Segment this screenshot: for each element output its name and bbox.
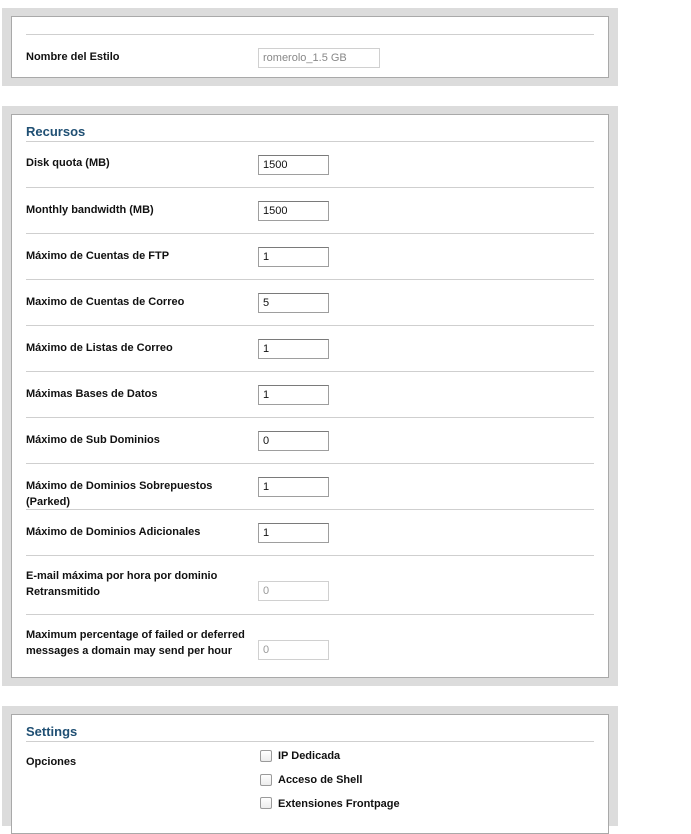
settings-box [11, 714, 609, 834]
max-mailing-lists-label: Máximo de Listas de Correo [26, 342, 173, 354]
max-mailing-lists-input[interactable] [258, 339, 329, 359]
options-label: Opciones [26, 756, 77, 768]
divider [26, 233, 594, 234]
disk-quota-label: Disk quota (MB) [26, 157, 110, 169]
style-name-box [11, 16, 609, 78]
style-name-panel [2, 8, 618, 86]
max-addon-domains-label: Máximo de Dominios Adicionales [26, 526, 201, 538]
max-parked-domains-label: Máximo de Dominios Sobrepuestos (Parked) [26, 480, 213, 508]
divider [26, 509, 594, 510]
dedicated-ip-label: IP Dedicada [278, 750, 341, 762]
monthly-bandwidth-input[interactable] [258, 201, 329, 221]
frontpage-extensions-label: Extensiones Frontpage [278, 798, 400, 810]
settings-panel [2, 706, 618, 826]
divider [26, 614, 594, 615]
settings-title: Settings [26, 724, 78, 739]
max-failed-percent-label-line2: messages a domain may send per hour [26, 645, 233, 657]
dedicated-ip-checkbox[interactable] [260, 750, 272, 762]
max-relayed-email-label [26, 568, 256, 600]
resources-panel [2, 106, 618, 686]
disk-quota-input[interactable] [258, 155, 329, 175]
max-databases-label: Máximas Bases de Datos [26, 388, 158, 400]
shell-access-label: Acceso de Shell [278, 774, 363, 786]
resources-title: Recursos [26, 124, 86, 139]
max-email-accounts-label: Maximo de Cuentas de Correo [26, 296, 185, 308]
divider [26, 371, 594, 372]
frontpage-extensions-checkbox[interactable] [260, 797, 272, 809]
max-subdomains-input[interactable] [258, 431, 329, 451]
max-failed-percent-input[interactable] [258, 640, 329, 660]
divider [26, 325, 594, 326]
style-name-input[interactable] [258, 48, 380, 68]
max-parked-domains-input[interactable] [258, 477, 329, 497]
divider [26, 741, 594, 742]
max-failed-percent-label [26, 627, 256, 659]
max-addon-domains-input[interactable] [258, 523, 329, 543]
divider [26, 555, 594, 556]
divider [26, 34, 594, 35]
divider [26, 417, 594, 418]
style-name-label: Nombre del Estilo [26, 51, 120, 63]
max-failed-percent-label-line1: Maximum percentage of failed or deferred [26, 629, 245, 641]
max-subdomains-label: Máximo de Sub Dominios [26, 434, 160, 446]
divider [26, 187, 594, 188]
divider [26, 463, 594, 464]
monthly-bandwidth-label: Monthly bandwidth (MB) [26, 204, 154, 216]
divider [26, 141, 594, 142]
divider [26, 279, 594, 280]
shell-access-checkbox[interactable] [260, 774, 272, 786]
max-ftp-accounts-input[interactable] [258, 247, 329, 267]
max-relayed-email-label-line1: E-mail máxima por hora por dominio [26, 570, 218, 582]
max-ftp-accounts-label: Máximo de Cuentas de FTP [26, 250, 170, 262]
max-relayed-email-label-line2: Retransmitido [26, 586, 100, 598]
max-databases-input[interactable] [258, 385, 329, 405]
max-relayed-email-input[interactable] [258, 581, 329, 601]
max-email-accounts-input[interactable] [258, 293, 329, 313]
resources-box [11, 114, 609, 678]
